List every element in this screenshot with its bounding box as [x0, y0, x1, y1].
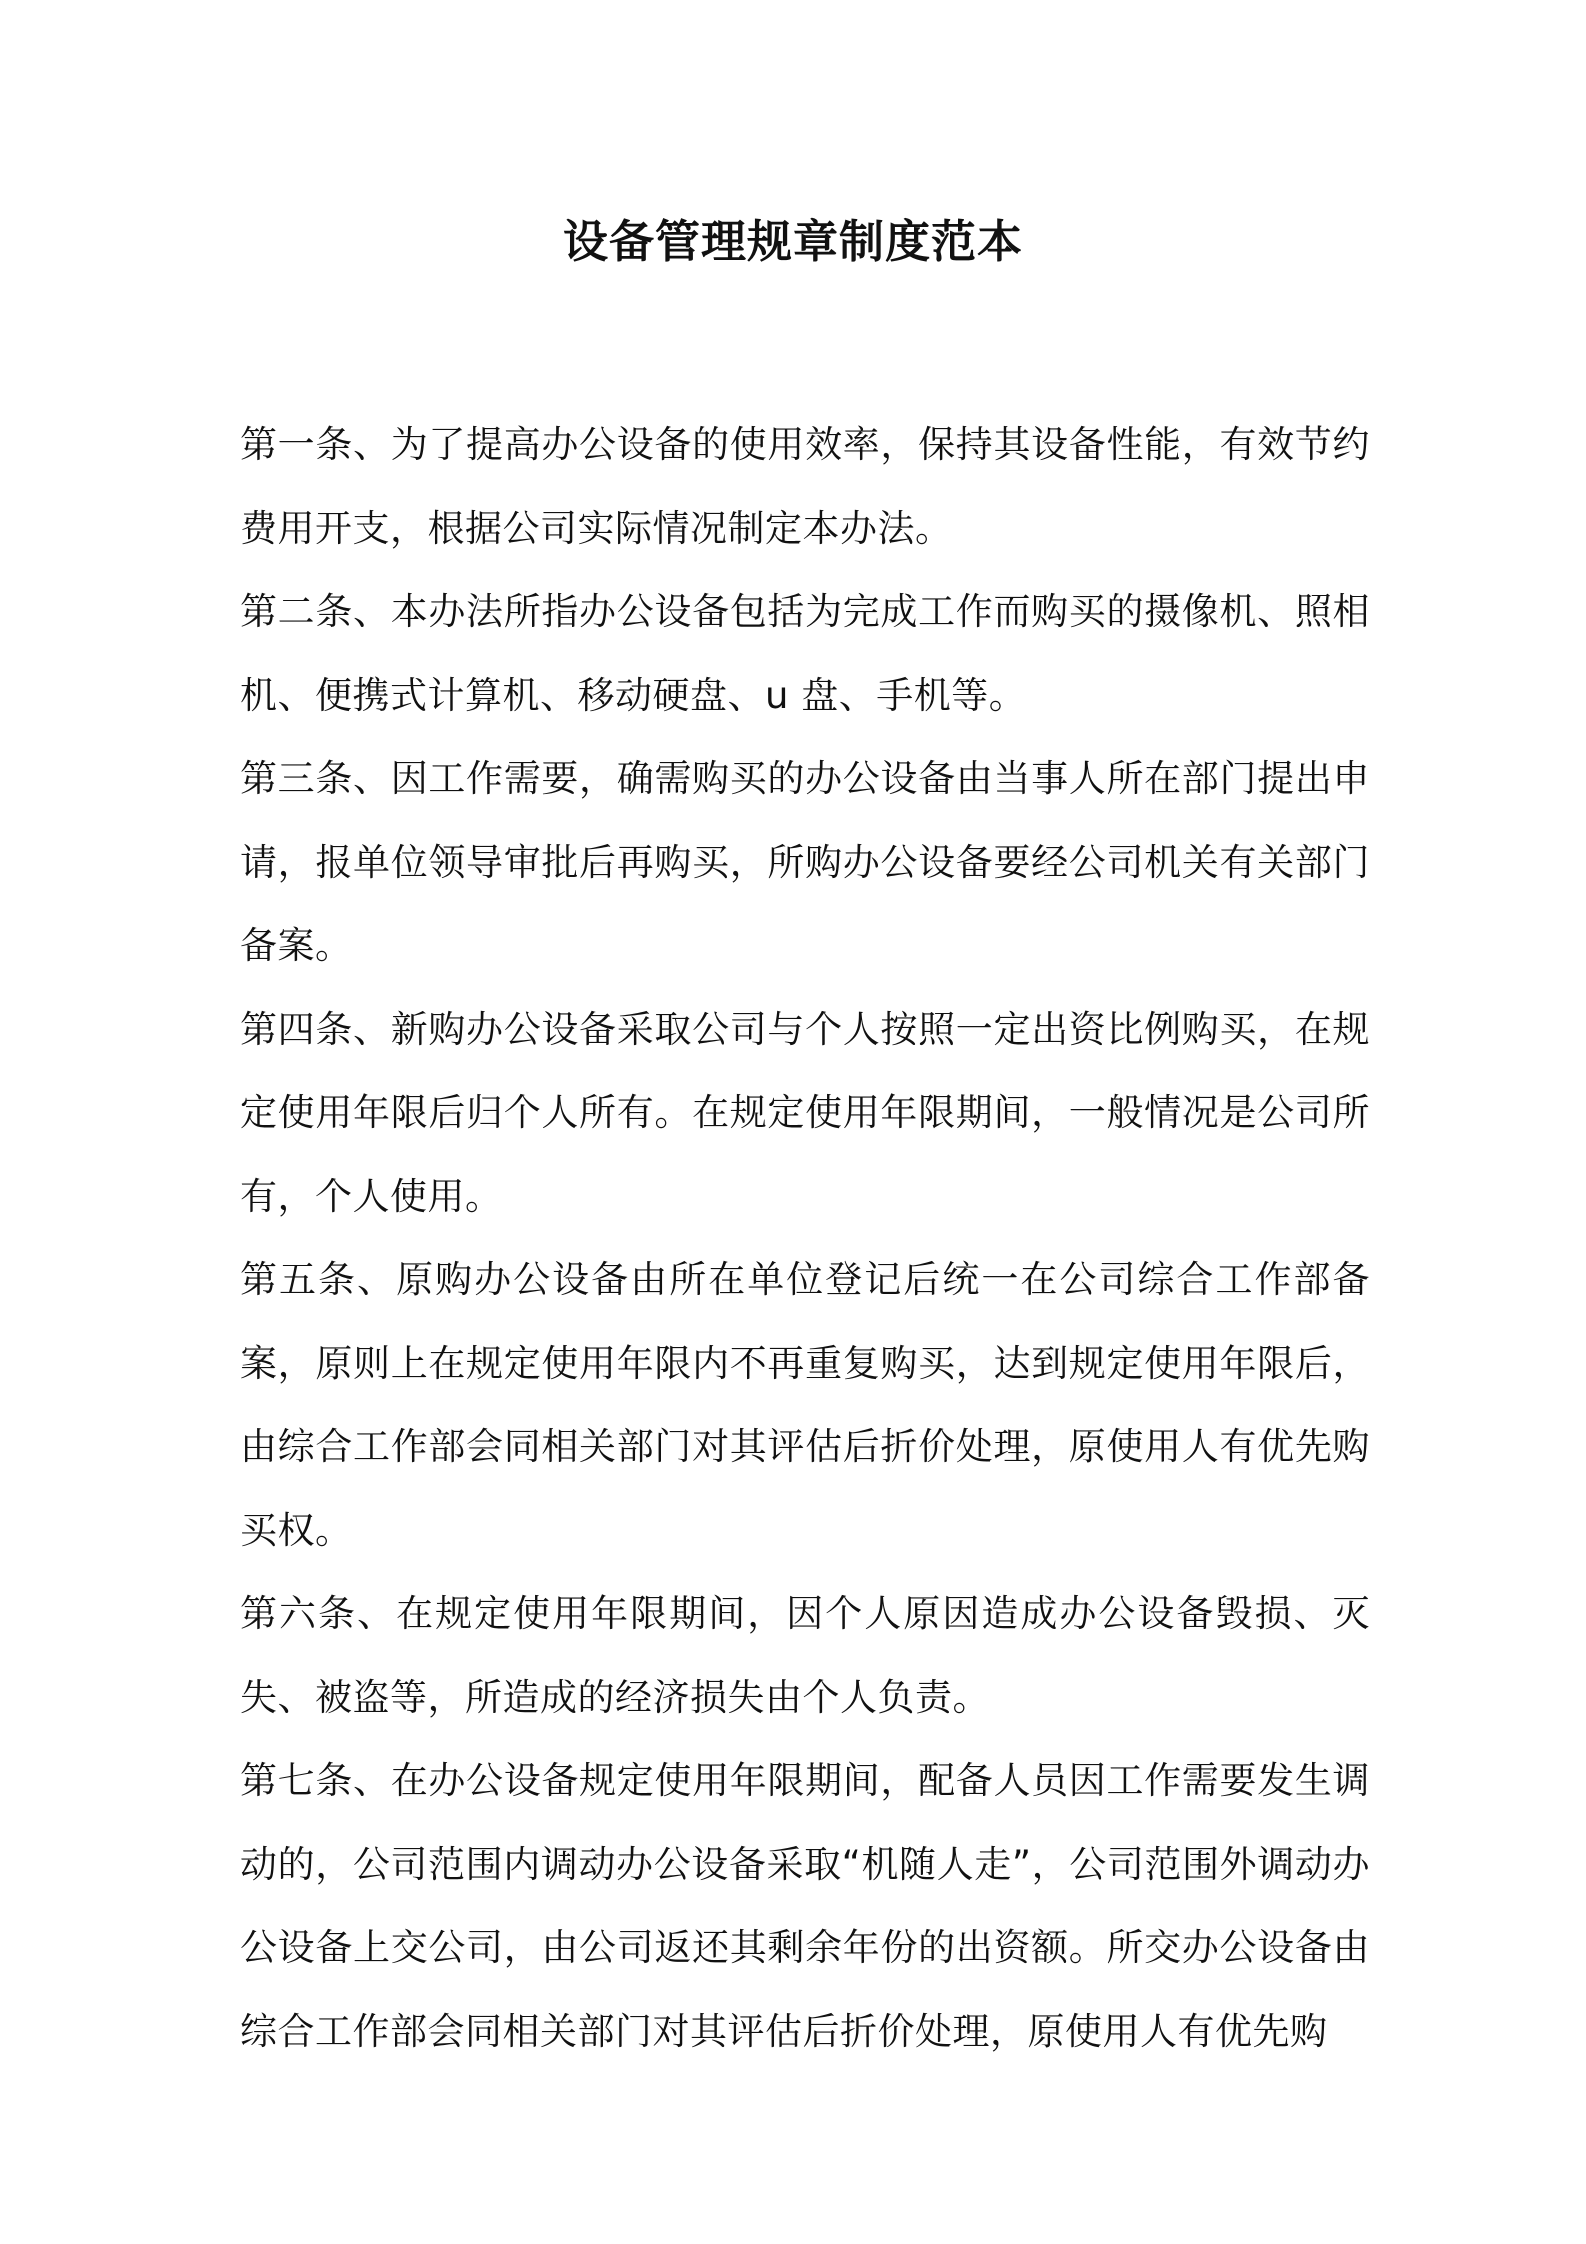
- document-body: [240, 403, 1370, 2073]
- article-1: 第一条、为了提高办公设备的使用效率，保持其设备性能，有效节约费用开支，根据公司实际情况制定本办法。: [240, 423, 1370, 550]
- document-title: 设备管理规章制度范本: [562, 215, 1023, 268]
- article-4: 第四条、新购办公设备采取公司与个人按照一定出资比例购买，在规定使用年限后归个人所有。在规定使用年限期间，一般情况是公司所有，个人使用。: [240, 1007, 1370, 1218]
- article-3: 第三条、因工作需要，确需购买的办公设备由当事人所在部门提出申请，报单位领导审批后再购买，所购办公设备要经公司机关有关部门备案。: [240, 757, 1370, 967]
- article-6: 第六条、在规定使用年限期间，因个人原因造成办公设备毁损、灭失、被盗等，所造成的经济损失由个人负责。: [240, 1592, 1370, 1719]
- article-5: 第五条、原购办公设备由所在单位登记后统一在公司综合工作部备案，原则上在规定使用年限内不再重复购买，达到规定使用年限后，由综合工作部会同相关部门对其评估后折价处理，原使用人有优先购买权。: [240, 1258, 1370, 1552]
- article-2: 第二条、本办法所指办公设备包括为完成工作而购买的摄像机、照相机、便携式计算机、移动硬盘、u 盘、手机等。: [240, 590, 1370, 717]
- article-7: 第七条、在办公设备规定使用年限期间，配备人员因工作需要发生调动的，公司范围内调动办公设备采取“机随人走”，公司范围外调动办公设备上交公司，由公司返还其剩余年份的出资额。所交办公设备由综合工作部会同相关部门对其评估后折价处理，原使用人有优先购: [240, 1759, 1370, 2053]
